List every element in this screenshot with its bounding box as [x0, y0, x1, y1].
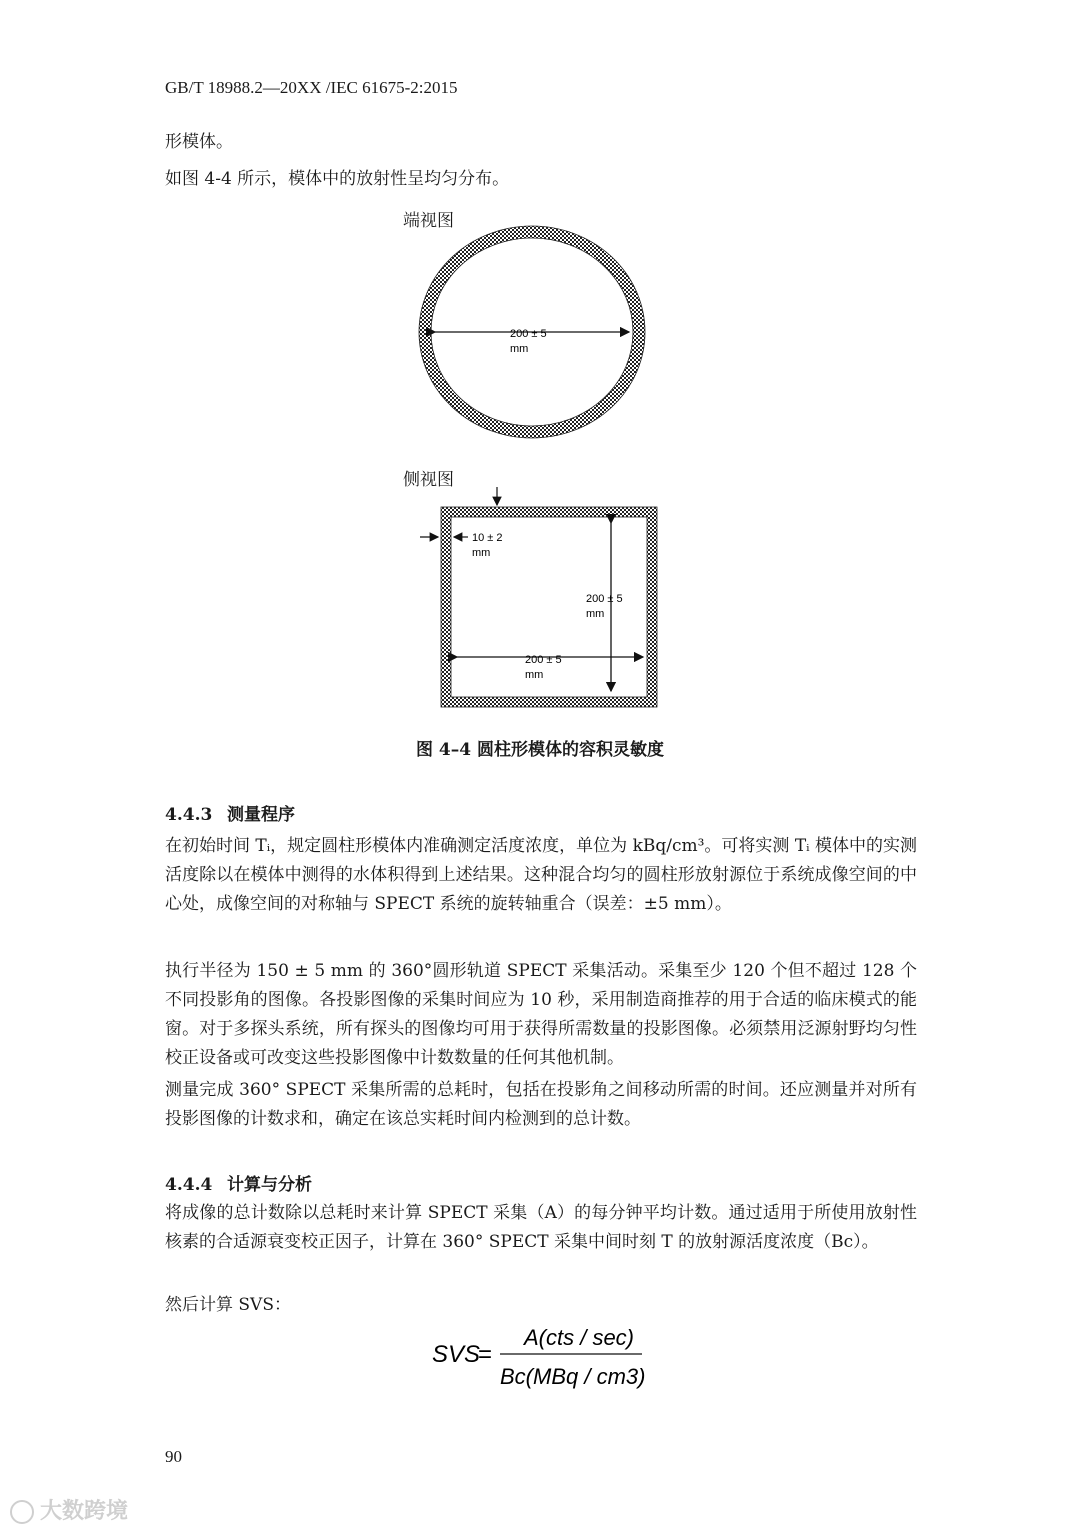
- formula-lhs: SVS: [432, 1341, 481, 1368]
- diameter-value: 200 ± 5: [510, 328, 547, 340]
- paragraph-continued: 形模体。: [165, 132, 233, 152]
- height-unit: mm: [586, 608, 605, 620]
- end-view-label: 端视图: [403, 211, 454, 231]
- document-header: GB/T 18988.2—20XX /IEC 61675-2:2015: [165, 78, 458, 97]
- figure-caption: 图 4–4 圆柱形模体的容积灵敏度: [416, 740, 664, 760]
- cylinder-phantom-figure: [400, 225, 680, 715]
- watermark: [10, 1494, 128, 1525]
- formula-equals-sign: =: [478, 1341, 493, 1368]
- width-value: 200 ± 5: [525, 654, 562, 666]
- wall-unit: mm: [472, 547, 491, 559]
- page-number: 90: [165, 1447, 182, 1466]
- width-unit: mm: [525, 669, 544, 681]
- watermark-text: 大数跨境: [40, 1499, 129, 1524]
- watermark-logo-icon: [10, 1500, 34, 1524]
- section-title: 测量程序: [227, 805, 295, 825]
- paragraph-444-2: 然后计算 SVS：: [165, 1295, 291, 1315]
- section-number: 4.4.3: [165, 805, 213, 825]
- section-heading-443: [165, 800, 295, 825]
- paragraph-443-3: 测量完成 360° SPECT 采集所需的总耗时，包括在投影角之间移动所需的时间。还应测量并对所有投影图像的计数求和，确定在该总实耗时间内检测到的总计数。: [165, 1080, 917, 1129]
- side-view-label: 侧视图: [403, 470, 454, 490]
- paragraph-intro: 如图 4-4 所示，模体中的放射性呈均匀分布。: [165, 169, 510, 189]
- wall-value: 10 ± 2: [472, 532, 503, 544]
- paragraph-443-2: 执行半径为 150 ± 5 mm 的 360°圆形轨道 SPECT 采集活动。采集至少 120 个但不超过 128 个不同投影角的图像。各投影图像的采集时间应为 10 秒，采用制造商推荐的用于合适的临床模式的能窗。对于多探头系统，所有探头的图像均可用于获得所需数量的投影图像。必须禁用泛源射野均匀性校正设备或可改变这些投影图像中计数数量的任何其他机制。: [165, 961, 917, 1068]
- section-number: 4.4.4: [165, 1175, 213, 1195]
- height-value: 200 ± 5: [586, 593, 623, 605]
- paragraph-444-1: 将成像的总计数除以总耗时来计算 SPECT 采集（A）的每分钟平均计数。通过适用于所使用放射性核素的合适源衰变校正因子，计算在 360° SPECT 采集中间时刻 T 的放射源活度浓度（Bc）。: [165, 1203, 917, 1252]
- svs-formula: [420, 1318, 680, 1398]
- formula-numerator: A(cts / sec): [524, 1325, 635, 1350]
- paragraph-443-1: 在初始时间 Tᵢ，规定圆柱形模体内准确测定活度浓度，单位为 kBq/cm³。可将实测 Tᵢ 模体中的实测活度除以在模体中测得的水体积得到上述结果。这种混合均匀的圆柱形放射源位于系统成像空间的中心处，成像空间的对称轴与 SPECT 系统的旋转轴重合（误差：±5 mm）。: [165, 836, 917, 914]
- section-title: 计算与分析: [227, 1175, 312, 1195]
- formula-denominator: Bc(MBq / cm3): [500, 1364, 646, 1389]
- section-heading-444: [165, 1170, 312, 1195]
- diameter-unit: mm: [510, 343, 529, 355]
